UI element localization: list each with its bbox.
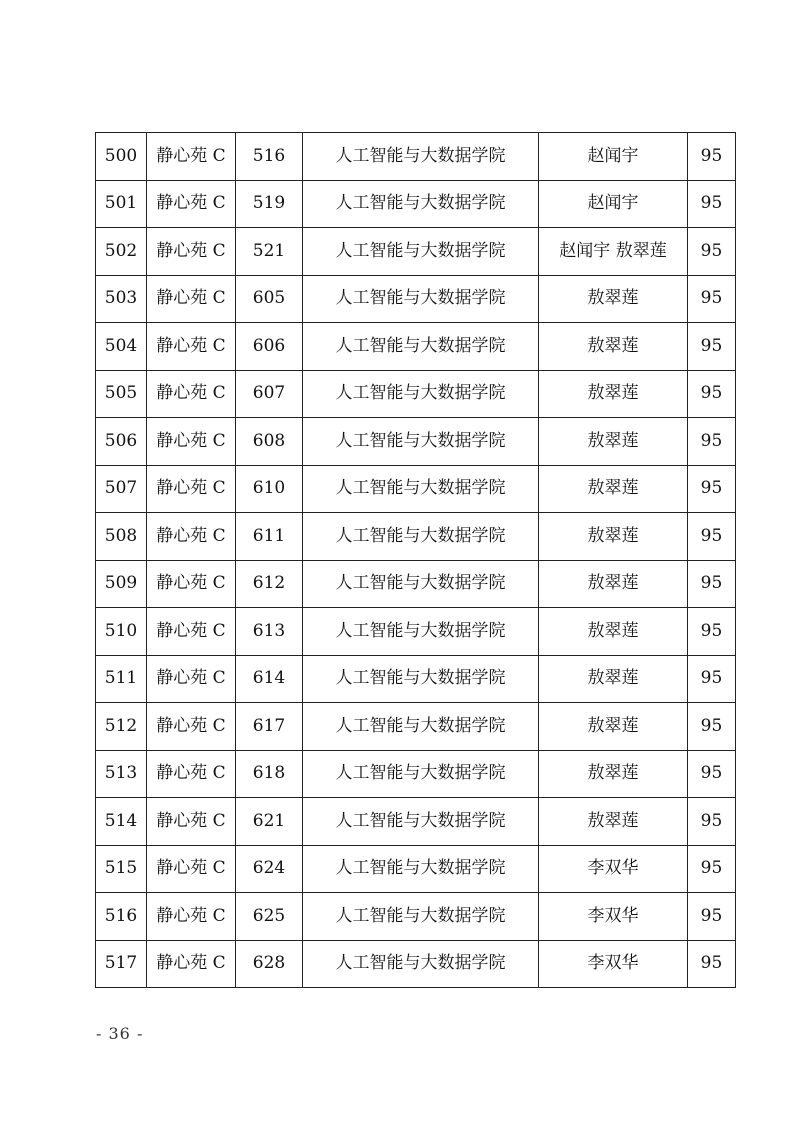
- building-cell: 静心苑 C: [147, 940, 236, 988]
- row-number-cell: 501: [96, 180, 147, 228]
- person-cell: 敖翠莲: [539, 513, 688, 561]
- college-cell: 人工智能与大数据学院: [303, 275, 539, 323]
- score-cell: 95: [688, 893, 736, 941]
- room-cell: 521: [236, 228, 303, 276]
- college-cell: 人工智能与大数据学院: [303, 703, 539, 751]
- building-cell: 静心苑 C: [147, 845, 236, 893]
- college-cell: 人工智能与大数据学院: [303, 750, 539, 798]
- college-cell: 人工智能与大数据学院: [303, 940, 539, 988]
- table-row: [96, 465, 736, 513]
- row-number-cell: 515: [96, 845, 147, 893]
- row-number-cell: 511: [96, 655, 147, 703]
- person-cell: 敖翠莲: [539, 750, 688, 798]
- room-cell: 608: [236, 418, 303, 466]
- college-cell: 人工智能与大数据学院: [303, 180, 539, 228]
- score-cell: 95: [688, 703, 736, 751]
- row-number-cell: 517: [96, 940, 147, 988]
- person-cell: 敖翠莲: [539, 323, 688, 371]
- score-cell: 95: [688, 750, 736, 798]
- table-row: [96, 275, 736, 323]
- room-cell: 607: [236, 370, 303, 418]
- table-row: [96, 370, 736, 418]
- row-number-cell: 508: [96, 513, 147, 561]
- college-cell: 人工智能与大数据学院: [303, 845, 539, 893]
- building-cell: 静心苑 C: [147, 275, 236, 323]
- score-cell: 95: [688, 560, 736, 608]
- score-cell: 95: [688, 370, 736, 418]
- table-row: [96, 133, 736, 181]
- table-row: [96, 513, 736, 561]
- room-cell: 612: [236, 560, 303, 608]
- building-cell: 静心苑 C: [147, 893, 236, 941]
- college-cell: 人工智能与大数据学院: [303, 370, 539, 418]
- building-cell: 静心苑 C: [147, 655, 236, 703]
- room-cell: 516: [236, 133, 303, 181]
- room-cell: 621: [236, 798, 303, 846]
- building-cell: 静心苑 C: [147, 560, 236, 608]
- person-cell: 敖翠莲: [539, 370, 688, 418]
- college-cell: 人工智能与大数据学院: [303, 560, 539, 608]
- score-cell: 95: [688, 655, 736, 703]
- building-cell: 静心苑 C: [147, 750, 236, 798]
- person-cell: 敖翠莲: [539, 465, 688, 513]
- room-cell: 614: [236, 655, 303, 703]
- room-cell: 618: [236, 750, 303, 798]
- college-cell: 人工智能与大数据学院: [303, 893, 539, 941]
- score-cell: 95: [688, 940, 736, 988]
- room-cell: 628: [236, 940, 303, 988]
- row-number-cell: 506: [96, 418, 147, 466]
- row-number-cell: 510: [96, 608, 147, 656]
- row-number-cell: 513: [96, 750, 147, 798]
- person-cell: 敖翠莲: [539, 608, 688, 656]
- college-cell: 人工智能与大数据学院: [303, 608, 539, 656]
- row-number-cell: 502: [96, 228, 147, 276]
- person-cell: 敖翠莲: [539, 418, 688, 466]
- college-cell: 人工智能与大数据学院: [303, 513, 539, 561]
- row-number-cell: 516: [96, 893, 147, 941]
- building-cell: 静心苑 C: [147, 465, 236, 513]
- room-cell: 625: [236, 893, 303, 941]
- row-number-cell: 514: [96, 798, 147, 846]
- college-cell: 人工智能与大数据学院: [303, 418, 539, 466]
- person-cell: 赵闻宇: [539, 133, 688, 181]
- person-cell: 敖翠莲: [539, 560, 688, 608]
- person-cell: 李双华: [539, 893, 688, 941]
- score-cell: 95: [688, 798, 736, 846]
- score-cell: 95: [688, 418, 736, 466]
- person-cell: 敖翠莲: [539, 703, 688, 751]
- college-cell: 人工智能与大数据学院: [303, 323, 539, 371]
- table-row: [96, 180, 736, 228]
- score-cell: 95: [688, 275, 736, 323]
- room-cell: 610: [236, 465, 303, 513]
- room-cell: 605: [236, 275, 303, 323]
- score-cell: 95: [688, 228, 736, 276]
- table-row: [96, 750, 736, 798]
- room-cell: 519: [236, 180, 303, 228]
- building-cell: 静心苑 C: [147, 370, 236, 418]
- college-cell: 人工智能与大数据学院: [303, 465, 539, 513]
- room-cell: 606: [236, 323, 303, 371]
- score-cell: 95: [688, 180, 736, 228]
- score-cell: 95: [688, 513, 736, 561]
- row-number-cell: 512: [96, 703, 147, 751]
- room-cell: 617: [236, 703, 303, 751]
- row-number-cell: 507: [96, 465, 147, 513]
- table-row: [96, 608, 736, 656]
- table-body: [96, 133, 736, 988]
- score-cell: 95: [688, 845, 736, 893]
- row-number-cell: 504: [96, 323, 147, 371]
- table-row: [96, 893, 736, 941]
- row-number-cell: 500: [96, 133, 147, 181]
- building-cell: 静心苑 C: [147, 418, 236, 466]
- row-number-cell: 505: [96, 370, 147, 418]
- person-cell: 李双华: [539, 940, 688, 988]
- building-cell: 静心苑 C: [147, 323, 236, 371]
- room-cell: 624: [236, 845, 303, 893]
- building-cell: 静心苑 C: [147, 798, 236, 846]
- building-cell: 静心苑 C: [147, 608, 236, 656]
- room-cell: 613: [236, 608, 303, 656]
- college-cell: 人工智能与大数据学院: [303, 798, 539, 846]
- row-number-cell: 509: [96, 560, 147, 608]
- college-cell: 人工智能与大数据学院: [303, 655, 539, 703]
- score-cell: 95: [688, 465, 736, 513]
- page-number: - 36 -: [96, 1024, 144, 1043]
- score-cell: 95: [688, 133, 736, 181]
- score-cell: 95: [688, 323, 736, 371]
- table-row: [96, 845, 736, 893]
- table-row: [96, 228, 736, 276]
- score-cell: 95: [688, 608, 736, 656]
- college-cell: 人工智能与大数据学院: [303, 228, 539, 276]
- building-cell: 静心苑 C: [147, 228, 236, 276]
- person-cell: 赵闻宇 敖翠莲: [539, 228, 688, 276]
- person-cell: 赵闻宇: [539, 180, 688, 228]
- building-cell: 静心苑 C: [147, 513, 236, 561]
- table-row: [96, 940, 736, 988]
- building-cell: 静心苑 C: [147, 703, 236, 751]
- room-cell: 611: [236, 513, 303, 561]
- person-cell: 敖翠莲: [539, 798, 688, 846]
- table-row: [96, 798, 736, 846]
- person-cell: 李双华: [539, 845, 688, 893]
- person-cell: 敖翠莲: [539, 275, 688, 323]
- row-number-cell: 503: [96, 275, 147, 323]
- table-row: [96, 418, 736, 466]
- building-cell: 静心苑 C: [147, 180, 236, 228]
- college-cell: 人工智能与大数据学院: [303, 133, 539, 181]
- dormitory-score-table: [95, 132, 736, 988]
- table-row: [96, 560, 736, 608]
- table-row: [96, 655, 736, 703]
- table-row: [96, 323, 736, 371]
- person-cell: 敖翠莲: [539, 655, 688, 703]
- building-cell: 静心苑 C: [147, 133, 236, 181]
- table-row: [96, 703, 736, 751]
